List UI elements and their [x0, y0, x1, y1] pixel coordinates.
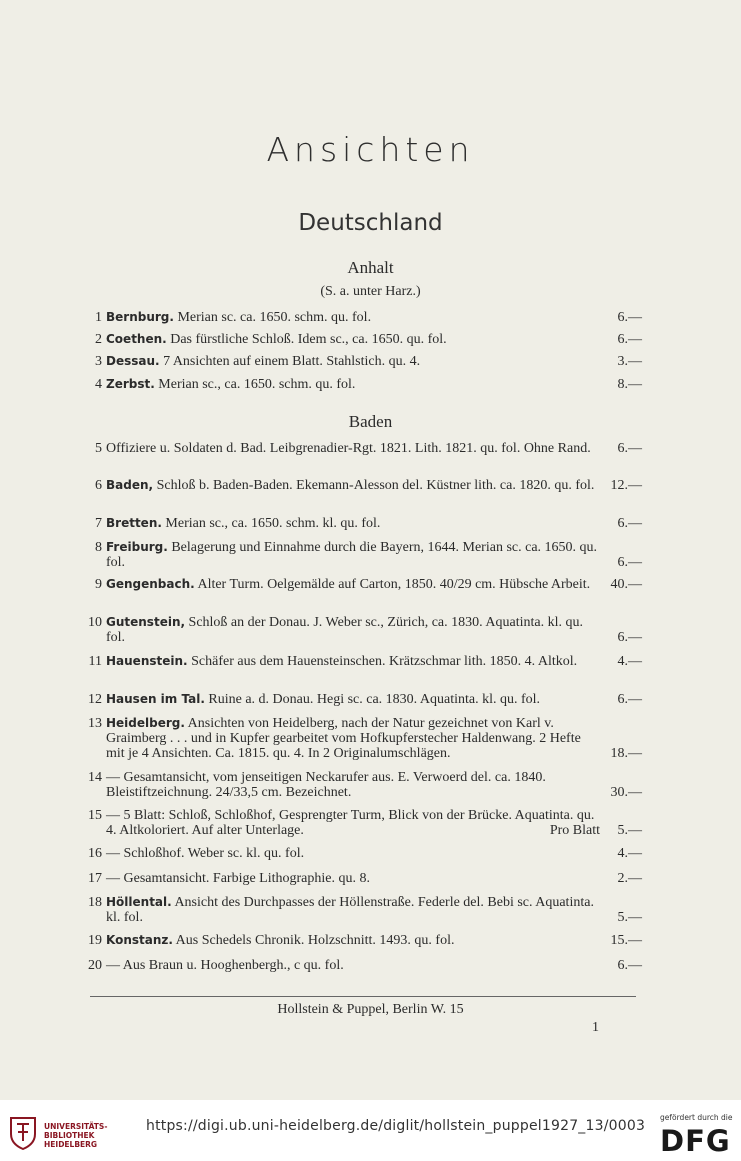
library-name-line: HEIDELBERG [44, 1140, 98, 1149]
entry-price: 3.— [617, 354, 642, 369]
entry-price: 6.— [617, 958, 642, 973]
entry-place: Höllental. [106, 895, 172, 909]
entry-number: 7 [95, 516, 102, 531]
section-note: (S. a. unter Harz.) [320, 284, 421, 299]
catalog-entry [86, 577, 642, 592]
catalog-entry [86, 441, 642, 456]
entry-price: 6.— [617, 332, 642, 347]
entry-body [106, 846, 602, 861]
catalog-entry [86, 808, 642, 838]
entry-place: Heidelberg. [106, 716, 185, 730]
catalog-entry [86, 933, 642, 948]
viewer-footer [0, 1100, 741, 1161]
entry-description: Merian sc., ca. 1650. schm. kl. qu. fol. [165, 516, 381, 531]
page-number: 1 [592, 1020, 599, 1035]
entry-place: Dessau. [106, 354, 160, 368]
catalog-entry [86, 692, 642, 707]
footer-divider [90, 996, 636, 997]
catalog-entry [86, 654, 642, 669]
entry-body [106, 332, 602, 347]
entry-price: 30.— [610, 785, 642, 800]
entry-body [106, 895, 602, 925]
entry-place: Zerbst. [106, 377, 155, 391]
entry-price: 6.— [617, 441, 642, 456]
entry-price: 5.— [617, 823, 642, 838]
entry-number: 1 [95, 310, 102, 325]
university-seal-icon [8, 1116, 38, 1154]
entry-description: Schloß b. Baden-Baden. Ekemann-Alesson del. Küstner lith. ca. 1820. qu. fol. [156, 478, 595, 493]
entry-body [106, 577, 602, 592]
entry-price: 18.— [610, 746, 642, 761]
catalog-entry [86, 846, 642, 861]
entry-place: Coethen. [106, 332, 167, 346]
entry-number: 16 [88, 846, 102, 861]
entry-body [106, 310, 602, 325]
entry-body [106, 377, 602, 392]
entry-price: 6.— [617, 555, 642, 570]
entry-body [106, 354, 602, 369]
entry-number: 6 [95, 478, 102, 493]
library-logo[interactable] [44, 1122, 107, 1149]
catalog-entry [86, 770, 642, 800]
entry-description: Offiziere u. Soldaten d. Bad. Leibgrenadier-Rgt. 1821. Lith. 1821. qu. fol. Ohne Rand. [106, 441, 591, 456]
catalog-entry [86, 478, 642, 493]
entry-description: Merian sc., ca. 1650. schm. qu. fol. [158, 377, 356, 392]
entry-description: Alter Turm. Oelgemälde auf Carton, 1850. 40/29 cm. Hübsche Arbeit. [197, 577, 591, 592]
entry-number: 12 [88, 692, 102, 707]
funding-label: gefördert durch die [660, 1113, 733, 1122]
entry-number: 14 [88, 770, 102, 785]
page-subtitle: Deutschland [298, 210, 443, 236]
publisher-line: Hollstein & Puppel, Berlin W. 15 [277, 1002, 464, 1017]
entry-body [106, 516, 602, 531]
entry-description: — 5 Blatt: Schloß, Schloßhof, Gesprengter Turm, Blick von der Brücke. Aquatinta. qu. 4. Altkoloriert. Auf alter Unterlage. [106, 808, 595, 838]
entry-body [106, 770, 602, 800]
entry-number: 11 [88, 654, 102, 669]
catalog-entry [86, 895, 642, 925]
entry-number: 18 [88, 895, 102, 910]
entry-description: Aus Schedels Chronik. Holzschnitt. 1493. qu. fol. [175, 933, 455, 948]
entry-description: — Schloßhof. Weber sc. kl. qu. fol. [106, 846, 305, 861]
entry-number: 15 [88, 808, 102, 823]
entry-price: 2.— [617, 871, 642, 886]
entry-price: 4.— [617, 846, 642, 861]
catalog-entry [86, 354, 642, 369]
entry-body [106, 808, 602, 838]
entry-number: 10 [88, 615, 102, 630]
entry-place: Bretten. [106, 516, 162, 530]
entry-number: 17 [88, 871, 102, 886]
entry-description: Das fürstliche Schloß. Idem sc., ca. 1650. qu. fol. [170, 332, 447, 347]
entry-place: Bernburg. [106, 310, 174, 324]
entry-price: 6.— [617, 630, 642, 645]
entry-description: Schloß an der Donau. J. Weber sc., Zürich, ca. 1830. Aquatinta. kl. qu. fol. [106, 615, 583, 645]
entry-price: 6.— [617, 310, 642, 325]
section-heading-baden: Baden [348, 412, 393, 431]
entry-body [106, 540, 602, 570]
section-heading-anhalt: Anhalt [347, 258, 394, 277]
entry-number: 5 [95, 441, 102, 456]
entry-description: — Aus Braun u. Hooghenbergh., c qu. fol. [106, 958, 344, 973]
entry-number: 2 [95, 332, 102, 347]
entry-price: 6.— [617, 516, 642, 531]
entry-place: Gengenbach. [106, 577, 195, 591]
entry-description: Schäfer aus dem Hauensteinschen. Krätzschmar lith. 1850. 4. Altkol. [191, 654, 578, 669]
dfg-logo[interactable]: DFG [660, 1124, 731, 1158]
entry-place: Gutenstein, [106, 615, 186, 629]
entry-description: 7 Ansichten auf einem Blatt. Stahlstich. qu. 4. [163, 354, 421, 369]
entry-body [106, 654, 602, 669]
entry-description: Belagerung und Einnahme durch die Bayern, 1644. Merian sc. ca. 1650. qu. fol. [106, 540, 598, 570]
catalog-entry [86, 958, 642, 973]
entry-place: Hauenstein. [106, 654, 188, 668]
entry-place: Baden, [106, 478, 154, 492]
entry-number: 4 [95, 377, 102, 392]
entry-price: 6.— [617, 692, 642, 707]
entry-price: 8.— [617, 377, 642, 392]
entry-number: 9 [95, 577, 102, 592]
entry-body [106, 871, 602, 886]
library-name-line: UNIVERSITÄTS- [44, 1122, 108, 1131]
entry-number: 13 [88, 716, 102, 731]
catalog-entry [86, 332, 642, 347]
catalog-entry [86, 871, 642, 886]
entry-description: Ansicht des Durchpasses der Höllenstraße. Federle del. Bebi sc. Aquatinta. kl. fol. [106, 895, 594, 925]
entry-unit-note: Pro Blatt [549, 823, 600, 838]
entry-price: 4.— [617, 654, 642, 669]
catalog-entry [86, 540, 642, 570]
entry-description: Merian sc. ca. 1650. schm. qu. fol. [177, 310, 372, 325]
entry-body [106, 716, 602, 761]
entry-body [106, 441, 602, 456]
entry-price: 15.— [610, 933, 642, 948]
page-title: Ansichten [266, 130, 475, 169]
catalog-entry [86, 615, 642, 645]
catalog-entry [86, 310, 642, 325]
entry-place: Hausen im Tal. [106, 692, 205, 706]
entry-body [106, 615, 602, 645]
catalog-entry [86, 516, 642, 531]
entry-body [106, 958, 602, 973]
catalog-entry [86, 377, 642, 392]
permalink-url[interactable]: https://digi.ub.uni-heidelberg.de/diglit/hollstein_puppel1927_13/0003 [146, 1118, 646, 1134]
entry-description: — Gesamtansicht, vom jenseitigen Neckarufer aus. E. Verwoerd del. ca. 1840. Bleistiftzeichnung. 24/33,5 cm. Bezeichnet. [106, 770, 546, 800]
entry-number: 20 [88, 958, 102, 973]
entry-description: — Gesamtansicht. Farbige Lithographie. qu. 8. [106, 871, 370, 886]
entry-number: 3 [95, 354, 102, 369]
entry-price: 12.— [610, 478, 642, 493]
entry-price: 5.— [617, 910, 642, 925]
catalog-entry [86, 716, 642, 761]
entry-number: 8 [95, 540, 102, 555]
entry-description: Ruine a. d. Donau. Hegi sc. ca. 1830. Aquatinta. kl. qu. fol. [208, 692, 541, 707]
entry-body [106, 692, 602, 707]
entry-price: 40.— [610, 577, 642, 592]
entry-place: Freiburg. [106, 540, 168, 554]
entry-description: Ansichten von Heidelberg, nach der Natur gezeichnet von Karl v. Graimberg . . . und in Kupfer gearbeitet vom Hofkupferstecher Haldenwang. 2 Hefte mit je 4 Ansichten. Ca. 1815. qu. 4. In 2 Originalumschlägen. [106, 716, 581, 761]
library-name-line: BIBLIOTHEK [44, 1131, 95, 1140]
entry-place: Konstanz. [106, 933, 173, 947]
entry-body [106, 478, 602, 493]
entry-number: 19 [88, 933, 102, 948]
entry-body [106, 933, 602, 948]
